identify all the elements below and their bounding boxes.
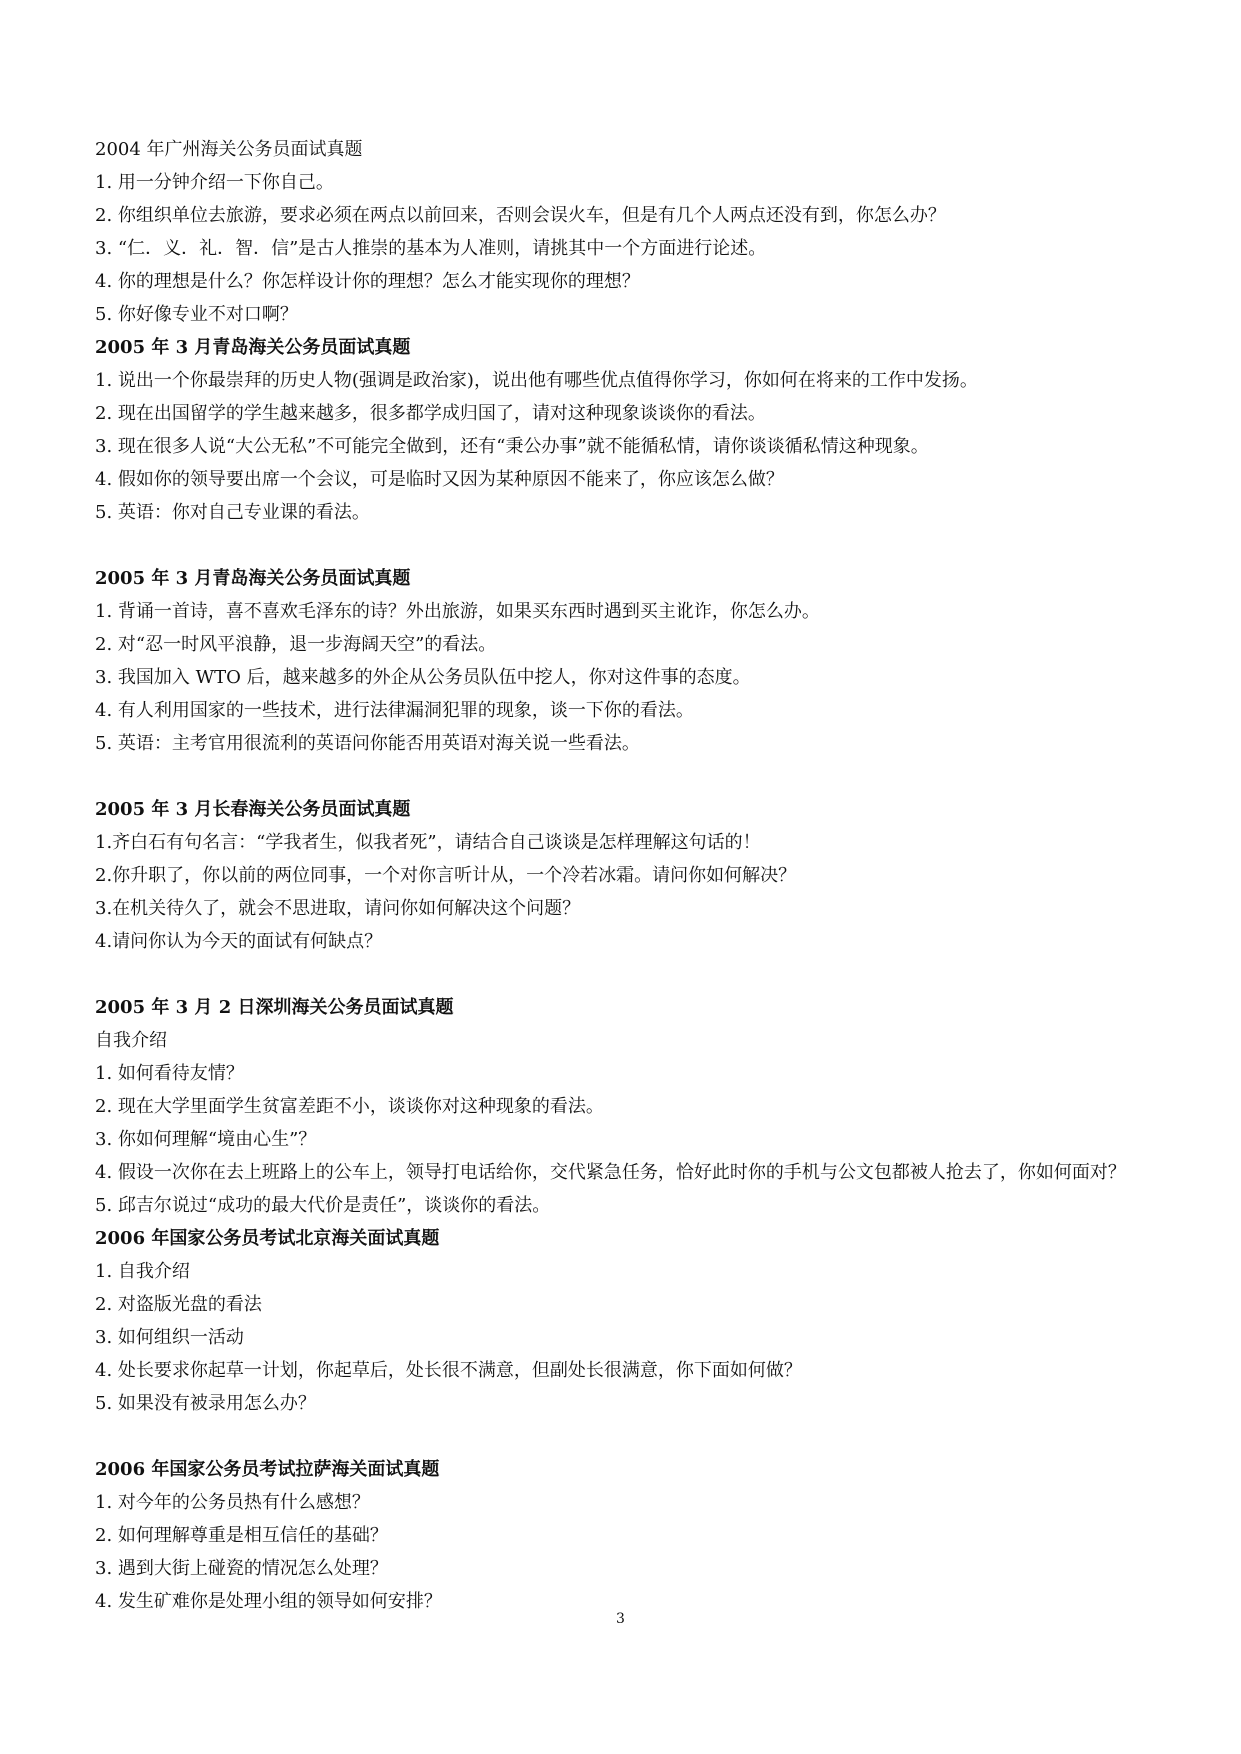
question-item: 5. 如果没有被录用怎么办？: [95, 1393, 316, 1414]
section-beijing-2006: [95, 1222, 1155, 1420]
question-item: 1.齐白石有句名言：“学我者生，似我者死”，请结合自己谈谈是怎样理解这句话的！: [95, 832, 761, 853]
section-title: 2005 年 3 月青岛海关公务员面试真题: [95, 568, 411, 589]
question-item: 3. 遇到大街上碰瓷的情况怎么处理？: [95, 1558, 388, 1579]
question-item: 3. 你如何理解“境由心生”？: [95, 1129, 317, 1150]
section-title: 2005 年 3 月长春海关公务员面试真题: [95, 799, 411, 820]
question-item: 5. 你好像专业不对口啊？: [95, 304, 298, 325]
question-item: 4. 你的理想是什么？你怎样设计你的理想？怎么才能实现你的理想？: [95, 271, 640, 292]
question-item: 2. 对盗版光盘的看法: [95, 1294, 262, 1315]
question-item: 3.在机关待久了，就会不思进取，请问你如何解决这个问题？: [95, 898, 581, 919]
question-item: 5. 英语：你对自己专业课的看法。: [95, 502, 370, 523]
page-number: 3: [616, 1611, 625, 1627]
question-item: 1. 说出一个你最崇拜的历史人物(强调是政治家)，说出他有哪些优点值得你学习，你如何在将来的工作中发扬。: [95, 370, 978, 391]
question-item: 4.请问你认为今天的面试有何缺点？: [95, 931, 383, 952]
question-item: 3. 我国加入 WTO 后，越来越多的外企从公务员队伍中挖人，你对这件事的态度。: [95, 667, 751, 688]
section-title: 2005 年 3 月 2 日深圳海关公务员面试真题: [95, 997, 454, 1018]
question-item: 4. 有人利用国家的一些技术，进行法律漏洞犯罪的现象，谈一下你的看法。: [95, 700, 694, 721]
question-item: 5. 邱吉尔说过“成功的最大代价是责任”，谈谈你的看法。: [95, 1195, 551, 1216]
question-item: 自我介绍: [95, 1030, 167, 1051]
question-item: 4. 假如你的领导要出席一个会议，可是临时又因为某种原因不能来了，你应该怎么做？: [95, 469, 784, 490]
question-item: 5. 英语：主考官用很流利的英语问你能否用英语对海关说一些看法。: [95, 733, 640, 754]
question-item: 2. 对“忍一时风平浪静，退一步海阔天空”的看法。: [95, 634, 497, 655]
section-lhasa-2006: [95, 1453, 1155, 1618]
section-qingdao-2005-a: [95, 331, 1155, 529]
question-item: 2.你升职了，你以前的两位同事，一个对你言听计从，一个冷若冰霜。请问你如何解决？: [95, 865, 797, 886]
question-item: 3. “仁．义．礼．智．信”是古人推崇的基本为人准则，请挑其中一个方面进行论述。: [95, 238, 767, 259]
question-item: 2. 现在大学里面学生贫富差距不小，谈谈你对这种现象的看法。: [95, 1096, 604, 1117]
section-shenzhen-2005: [95, 991, 1155, 1222]
section-changchun-2005: [95, 793, 1155, 958]
question-item: 3. 现在很多人说“大公无私”不可能完全做到，还有“秉公办事”就不能循私情，请你谈谈循私情这种现象。: [95, 436, 929, 457]
question-item: 4. 假设一次你在去上班路上的公车上，领导打电话给你，交代紧急任务，恰好此时你的手机与公文包都被人抢去了，你如何面对？: [95, 1162, 1126, 1183]
document-body: [95, 133, 1155, 1618]
section-title: 2004 年广州海关公务员面试真题: [95, 139, 363, 160]
question-item: 1. 如何看待友情？: [95, 1063, 244, 1084]
section-guangzhou-2004: [95, 133, 1155, 331]
question-item: 2. 如何理解尊重是相互信任的基础？: [95, 1525, 388, 1546]
question-item: 2. 现在出国留学的学生越来越多，很多都学成归国了，请对这种现象谈谈你的看法。: [95, 403, 766, 424]
question-item: 4. 发生矿难你是处理小组的领导如何安排？: [95, 1591, 442, 1612]
question-item: 2. 你组织单位去旅游，要求必须在两点以前回来，否则会误火车，但是有几个人两点还没有到，你怎么办？: [95, 205, 946, 226]
question-item: 4. 处长要求你起草一计划，你起草后，处长很不满意，但副处长很满意，你下面如何做？: [95, 1360, 802, 1381]
section-qingdao-2005-b: [95, 562, 1155, 760]
question-item: 1. 对今年的公务员热有什么感想？: [95, 1492, 370, 1513]
section-title: 2006 年国家公务员考试北京海关面试真题: [95, 1228, 440, 1249]
question-item: 1. 自我介绍: [95, 1261, 190, 1282]
question-item: 3. 如何组织一活动: [95, 1327, 244, 1348]
section-title: 2006 年国家公务员考试拉萨海关面试真题: [95, 1459, 440, 1480]
section-title: 2005 年 3 月青岛海关公务员面试真题: [95, 337, 411, 358]
question-item: 1. 背诵一首诗，喜不喜欢毛泽东的诗？外出旅游，如果买东西时遇到买主讹诈，你怎么办。: [95, 601, 820, 622]
question-item: 1. 用一分钟介绍一下你自己。: [95, 172, 334, 193]
